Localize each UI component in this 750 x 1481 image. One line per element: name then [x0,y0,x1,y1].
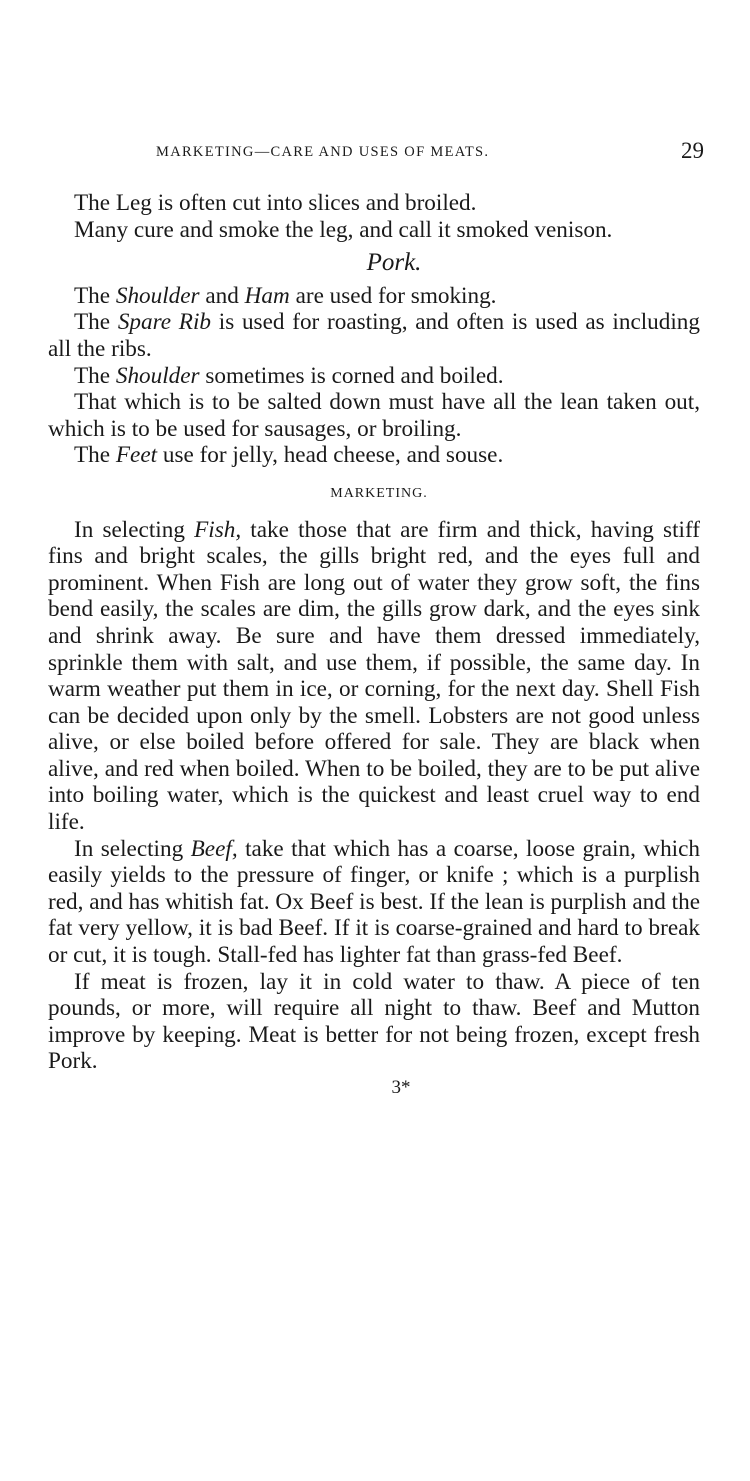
marketing-heading: MARKETING. [330,485,428,501]
venison-paragraph-1: The Leg is often cut into slices and broiled. [74,190,477,216]
pork-paragraph-shoulder-ham: The Shoulder and Ham are used for smoking. [74,282,497,309]
marketing-fish-paragraph: In selecting Fish, take those that are firm and thick, having stiff fins and bright scales, the gills bright red, and the eyes full and prominent. When Fish are long out of water they grow soft, the fins bend easily, the scales are dim, the gills grow dark, and the eyes sink and shrink away. Be sure and have them dressed immediately, sprinkle them with salt, and use them, if possible, the same day. In warm weather put them in ice, or corning, for the next day. Shell Fish can be decided upon only by the smell. Lobsters are not good unless alive, or else boiled before offered for sale. They are black when alive, and red when boiled. When to be boiled, they are to be put alive into boiling water, which is the quickest and least cruel way to end life. [48,516,700,836]
pork-paragraph-spare-rib: The Spare Rib is used for roasting, and often is used as including all the ribs. [48,309,700,362]
page-body [48,190,700,1102]
pork-paragraph-feet: The Feet use for jelly, head cheese, and souse. [74,442,504,469]
signature-mark: 3* [391,1077,411,1098]
pork-section-title: Pork. [366,249,422,277]
marketing-frozen-paragraph: If meat is frozen, lay it in cold water to thaw. A piece of ten pounds, or more, will require all night to thaw. Beef and Mutton improve by keeping. Meat is better for not being frozen, except fresh Pork. [48,968,700,1075]
page-number: 29 [681,138,704,163]
venison-paragraph-2: Many cure and smoke the leg, and call it smoked venison. [74,216,613,243]
pork-paragraph-salted: That which is to be salted down must have all the lean taken out, which is to be used for sausages, or broiling. [48,389,700,442]
pork-paragraph-shoulder-corned: The Shoulder sometimes is corned and boiled. [74,362,504,389]
running-head: MARKETING—CARE AND USES OF MEATS. [156,144,490,160]
marketing-beef-paragraph: In selecting Beef, take that which has a coarse, loose grain, which easily yields to the pressure of finger, or knife ; which is a purplish red, and has whitish fat. Ox Beef is best. If the lean is purplish and the fat very yellow, it is bad Beef. If it is coarse-grained and hard to break or cut, it is tough. Stall-fed has lighter fat than grass-fed Beef. [48,835,701,969]
